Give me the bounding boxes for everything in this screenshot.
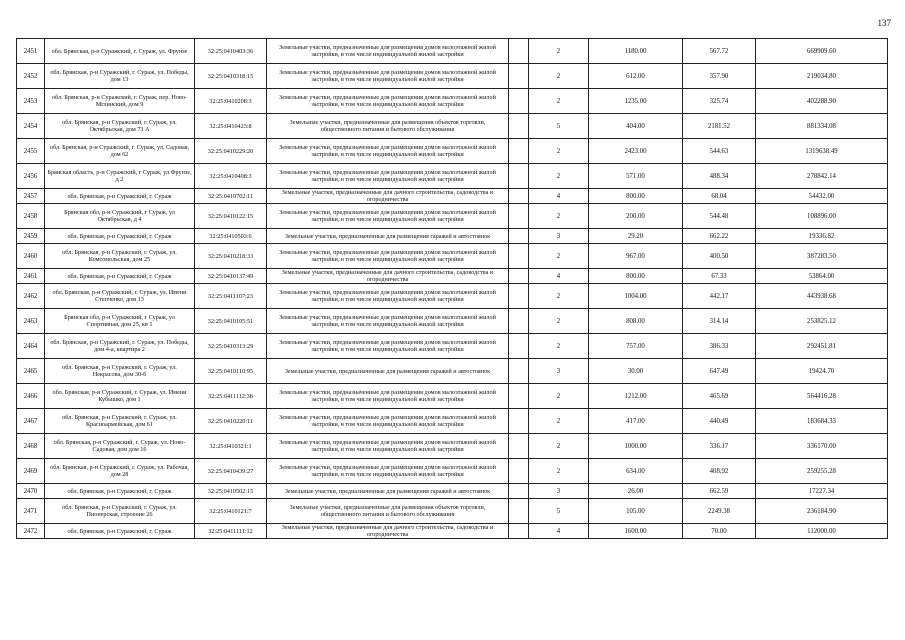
cadastral-value-cell: 183684.33 (756, 409, 888, 434)
cadastral-number-cell: 32:25:0410229:20 (195, 139, 267, 164)
group-cell: 3 (529, 229, 589, 244)
row-number-cell: 2451 (17, 39, 45, 64)
area-cell: 2423.00 (589, 139, 683, 164)
row-number-cell: 2470 (17, 484, 45, 499)
row-number-cell: 2461 (17, 269, 45, 284)
address-cell: Брянская область, р-н Суражский, г Сураж, ул Фрунзе, д 2 (45, 164, 195, 189)
address-cell: обл. Брянская, р-н Суражский, г. Сураж, ул. Имени Степченко, дом 13 (45, 284, 195, 309)
cadastral-value-cell: 1319638.49 (756, 139, 888, 164)
area-cell: 800.00 (589, 189, 683, 204)
group-cell: 3 (529, 359, 589, 384)
rate-cell: 400.50 (683, 244, 756, 269)
row-number-cell: 2458 (17, 204, 45, 229)
area-cell: 1212.00 (589, 384, 683, 409)
cadastral-number-cell: 32:25:0410318:15 (195, 64, 267, 89)
land-purpose-cell: Земельные участки, предназначенные для размещения домов малоэтажной жилой застройки, в том числе индивидуальной жилой застройки (267, 64, 509, 89)
cadastral-number-cell: 32:25:0411107:23 (195, 284, 267, 309)
row-number-cell: 2452 (17, 64, 45, 89)
table-row (17, 334, 888, 359)
area-cell: 30.00 (589, 359, 683, 384)
address-cell: обл. Брянская, р-н Суражский, г. Сураж (45, 484, 195, 499)
cadastral-number-cell: 32:25:0410408:3 (195, 164, 267, 189)
table-row (17, 229, 888, 244)
spacer-cell (509, 459, 529, 484)
cadastral-value-cell: 19336.82 (756, 229, 888, 244)
cadastral-number-cell: 32:25:0410502:15 (195, 484, 267, 499)
area-cell: 26.00 (589, 484, 683, 499)
row-number-cell: 2460 (17, 244, 45, 269)
table-row (17, 434, 888, 459)
row-number-cell: 2463 (17, 309, 45, 334)
land-purpose-cell: Земельные участки, предназначенные для размещения домов малоэтажной жилой застройки, в том числе индивидуальной жилой застройки (267, 334, 509, 359)
address-cell: обл. Брянская, р-н Суражский, г. Сураж (45, 229, 195, 244)
table-row (17, 89, 888, 114)
area-cell: 967.00 (589, 244, 683, 269)
area-cell: 105.00 (589, 499, 683, 524)
area-cell: 634.00 (589, 459, 683, 484)
address-cell: обл. Брянская, р-н Суражский, г. Сураж (45, 524, 195, 539)
rate-cell: 662.59 (683, 484, 756, 499)
address-cell: обл. Брянская, р-н Суражский, г. Сураж (45, 189, 195, 204)
group-cell: 2 (529, 434, 589, 459)
land-purpose-cell: Земельные участки, предназначенные для размещения домов малоэтажной жилой застройки, в том числе индивидуальной жилой застройки (267, 244, 509, 269)
rate-cell: 325.74 (683, 89, 756, 114)
area-cell: 1180.00 (589, 39, 683, 64)
cadastral-number-cell: 32:25:0410122:15 (195, 204, 267, 229)
group-cell: 5 (529, 499, 589, 524)
cadastral-number-cell: 32:25:0410321:1 (195, 434, 267, 459)
address-cell: обл. Брянская, р-н Суражский, г. Сураж, ул. Победы, дом 13 (45, 64, 195, 89)
group-cell: 2 (529, 139, 589, 164)
group-cell: 2 (529, 459, 589, 484)
row-number-cell: 2455 (17, 139, 45, 164)
spacer-cell (509, 284, 529, 309)
rate-cell: 544.48 (683, 204, 756, 229)
address-cell: обл. Брянская, р-н Суражский, г. Сураж, ул. Ново-Садовая, дом дом 16 (45, 434, 195, 459)
cadastral-number-cell: 32:25:0410121:7 (195, 499, 267, 524)
spacer-cell (509, 484, 529, 499)
cadastral-number-cell: 32:25:0410218:33 (195, 244, 267, 269)
address-cell: Брянская обл, р-н Суражский, г Сураж, ул Октябрьская, д 4 (45, 204, 195, 229)
address-cell: обл. Брянская, р-н Суражский, г. Сураж, ул. Рабочая, дом 28 (45, 459, 195, 484)
cadastral-value-cell: 443938.68 (756, 284, 888, 309)
address-cell: обл. Брянская, р-н Суражский, г. Сураж, ул. Октябрьская, дом 73 А (45, 114, 195, 139)
row-number-cell: 2468 (17, 434, 45, 459)
rate-cell: 567.72 (683, 39, 756, 64)
cadastral-value-cell: 292451.81 (756, 334, 888, 359)
spacer-cell (509, 434, 529, 459)
rate-cell: 647.49 (683, 359, 756, 384)
address-cell: обл. Брянская, р-н Суражский, г. Сураж, пер. Ново-Мглинский, дом 9 (45, 89, 195, 114)
land-purpose-cell: Земельные участки, предназначенные для размещения домов малоэтажной жилой застройки, в том числе индивидуальной жилой застройки (267, 284, 509, 309)
cadastral-value-cell: 278842.14 (756, 164, 888, 189)
spacer-cell (509, 384, 529, 409)
group-cell: 2 (529, 334, 589, 359)
row-number-cell: 2471 (17, 499, 45, 524)
table-row (17, 284, 888, 309)
table-row (17, 359, 888, 384)
spacer-cell (509, 204, 529, 229)
rate-cell: 440.49 (683, 409, 756, 434)
table-row (17, 409, 888, 434)
rate-cell: 70.00 (683, 524, 756, 539)
spacer-cell (509, 269, 529, 284)
spacer-cell (509, 89, 529, 114)
cadastral-value-cell: 108896.00 (756, 204, 888, 229)
table-row (17, 459, 888, 484)
land-purpose-cell: Земельные участки, предназначенные для размещения домов малоэтажной жилой застройки, в том числе индивидуальной жилой застройки (267, 139, 509, 164)
spacer-cell (509, 409, 529, 434)
group-cell: 3 (529, 484, 589, 499)
cadastral-value-cell: 387283.50 (756, 244, 888, 269)
spacer-cell (509, 189, 529, 204)
area-cell: 1004.00 (589, 284, 683, 309)
cadastral-value-cell: 259255.28 (756, 459, 888, 484)
rate-cell: 386.33 (683, 334, 756, 359)
rate-cell: 662.22 (683, 229, 756, 244)
spacer-cell (509, 309, 529, 334)
address-cell: обл. Брянская, р-н Суражский, г. Сураж, ул. Комсомольская, дом 25 (45, 244, 195, 269)
rate-cell: 465.69 (683, 384, 756, 409)
group-cell: 2 (529, 384, 589, 409)
rate-cell: 2181.52 (683, 114, 756, 139)
land-purpose-cell: Земельные участки, предназначенные для дачного строительства, садоводства и огородничества (267, 269, 509, 284)
spacer-cell (509, 334, 529, 359)
cadastral-number-cell: 32:25:0410220:11 (195, 409, 267, 434)
area-cell: 1600.00 (589, 524, 683, 539)
group-cell: 2 (529, 64, 589, 89)
group-cell: 2 (529, 89, 589, 114)
land-purpose-cell: Земельные участки, предназначенные для размещения домов малоэтажной жилой застройки, в том числе индивидуальной жилой застройки (267, 309, 509, 334)
table-row (17, 39, 888, 64)
cadastral-value-cell: 17227.34 (756, 484, 888, 499)
row-number-cell: 2457 (17, 189, 45, 204)
rate-cell: 314.14 (683, 309, 756, 334)
spacer-cell (509, 229, 529, 244)
cadastral-value-cell: 219034.80 (756, 64, 888, 89)
spacer-cell (509, 114, 529, 139)
spacer-cell (509, 139, 529, 164)
group-cell: 2 (529, 244, 589, 269)
address-cell: обл. Брянская, р-н Суражский, г. Сураж, ул. Победы, дом 4-а, квартира 2 (45, 334, 195, 359)
cadastral-value-cell: 253825.12 (756, 309, 888, 334)
area-cell: 417.00 (589, 409, 683, 434)
page-number: 137 (877, 18, 891, 28)
spacer-cell (509, 39, 529, 64)
spacer-cell (509, 244, 529, 269)
area-cell: 404.00 (589, 114, 683, 139)
area-cell: 200.00 (589, 204, 683, 229)
rate-cell: 488.34 (683, 164, 756, 189)
table-row (17, 269, 888, 284)
spacer-cell (509, 64, 529, 89)
cadastral-value-cell: 112000.00 (756, 524, 888, 539)
cadastral-number-cell: 32:25:0411112:38 (195, 384, 267, 409)
land-purpose-cell: Земельные участки, предназначенные для размещения домов малоэтажной жилой застройки, в том числе индивидуальной жилой застройки (267, 459, 509, 484)
cadastral-value-cell: 236184.90 (756, 499, 888, 524)
row-number-cell: 2466 (17, 384, 45, 409)
cadastral-value-cell: 564416.28 (756, 384, 888, 409)
cadastral-number-cell: 32:25:0410423:8 (195, 114, 267, 139)
address-cell: обл. Брянская, р-н Суражский, г. Сураж (45, 269, 195, 284)
land-purpose-cell: Земельные участки, предназначенные для размещения гаражей и автостоянок (267, 229, 509, 244)
row-number-cell: 2453 (17, 89, 45, 114)
group-cell: 4 (529, 524, 589, 539)
address-cell: обл. Брянская, р-н Суражский, г. Сураж, ул. Имени Кубышко, дом 1 (45, 384, 195, 409)
rate-cell: 408.92 (683, 459, 756, 484)
address-cell: обл. Брянская, р-н Суражский, г. Сураж, ул. Садовая, дом 62 (45, 139, 195, 164)
row-number-cell: 2467 (17, 409, 45, 434)
land-purpose-cell: Земельные участки, предназначенные для размещения домов малоэтажной жилой застройки, в том числе индивидуальной жилой застройки (267, 39, 509, 64)
land-purpose-cell: Земельные участки, предназначенные для размещения домов малоэтажной жилой застройки, в том числе индивидуальной жилой застройки (267, 164, 509, 189)
land-purpose-cell: Земельные участки, предназначенные для размещения гаражей и автостоянок (267, 359, 509, 384)
land-purpose-cell: Земельные участки, предназначенные для размещения домов малоэтажной жилой застройки, в том числе индивидуальной жилой застройки (267, 409, 509, 434)
cadastral-number-cell: 32:25:0410208:3 (195, 89, 267, 114)
table-row (17, 189, 888, 204)
cadastral-value-cell: 19424.70 (756, 359, 888, 384)
table-row (17, 204, 888, 229)
area-cell: 612.00 (589, 64, 683, 89)
table-row (17, 164, 888, 189)
area-cell: 808.00 (589, 309, 683, 334)
cadastral-number-cell: 32:25:0410702:11 (195, 189, 267, 204)
table-row (17, 484, 888, 499)
row-number-cell: 2454 (17, 114, 45, 139)
group-cell: 2 (529, 39, 589, 64)
area-cell: 29.20 (589, 229, 683, 244)
cadastral-number-cell: 32:25:0410313:29 (195, 334, 267, 359)
land-purpose-cell: Земельные участки, предназначенные для дачного строительства, садоводства и огородничества (267, 524, 509, 539)
row-number-cell: 2456 (17, 164, 45, 189)
land-purpose-cell: Земельные участки, предназначенные для размещения объектов торговли, общественного питания и бытового обслуживания (267, 114, 509, 139)
cadastral-value-cell: 53864.00 (756, 269, 888, 284)
cadastral-value-cell: 54432.00 (756, 189, 888, 204)
land-purpose-cell: Земельные участки, предназначенные для дачного строительства, садоводства и огородничества (267, 189, 509, 204)
address-cell: обл. Брянская, р-н Суражский, г. Сураж, ул. Некрасова, дом 30-б (45, 359, 195, 384)
cadastral-table (16, 38, 888, 539)
cadastral-number-cell: 32:25:0410403:36 (195, 39, 267, 64)
rate-cell: 336.17 (683, 434, 756, 459)
rate-cell: 442.17 (683, 284, 756, 309)
area-cell: 800.00 (589, 269, 683, 284)
table-row (17, 384, 888, 409)
address-cell: обл. Брянская, р-н Суражский, г. Сураж, ул. Пионерская, строение 26 (45, 499, 195, 524)
row-number-cell: 2459 (17, 229, 45, 244)
row-number-cell: 2469 (17, 459, 45, 484)
table-row (17, 244, 888, 269)
land-purpose-cell: Земельные участки, предназначенные для размещения домов малоэтажной жилой застройки, в том числе индивидуальной жилой застройки (267, 89, 509, 114)
table-row (17, 139, 888, 164)
row-number-cell: 2462 (17, 284, 45, 309)
address-cell: обл. Брянская, р-н Суражский, г. Сураж, ул. Красноармейская, дом 61 (45, 409, 195, 434)
rate-cell: 68.04 (683, 189, 756, 204)
group-cell: 2 (529, 204, 589, 229)
area-cell: 1235.00 (589, 89, 683, 114)
group-cell: 5 (529, 114, 589, 139)
cadastral-value-cell: 669909.60 (756, 39, 888, 64)
rate-cell: 67.33 (683, 269, 756, 284)
row-number-cell: 2464 (17, 334, 45, 359)
table-row (17, 499, 888, 524)
area-cell: 571.00 (589, 164, 683, 189)
table-row (17, 64, 888, 89)
group-cell: 2 (529, 309, 589, 334)
cadastral-number-cell: 32:25:0411111:12 (195, 524, 267, 539)
cadastral-number-cell: 32:25:0410105:51 (195, 309, 267, 334)
rate-cell: 2249.38 (683, 499, 756, 524)
group-cell: 2 (529, 284, 589, 309)
land-purpose-cell: Земельные участки, предназначенные для размещения гаражей и автостоянок (267, 484, 509, 499)
land-purpose-cell: Земельные участки, предназначенные для размещения домов малоэтажной жилой застройки, в том числе индивидуальной жилой застройки (267, 384, 509, 409)
address-cell: обл. Брянская, р-н Суражский, г. Сураж, ул. Фрунзе (45, 39, 195, 64)
table-row (17, 524, 888, 539)
cadastral-number-cell: 32:25:0410503:6 (195, 229, 267, 244)
address-cell: Брянская обл, р-н Суражский, г Сураж, ул Спортивная, дом 25, кв 1 (45, 309, 195, 334)
group-cell: 2 (529, 409, 589, 434)
row-number-cell: 2465 (17, 359, 45, 384)
spacer-cell (509, 499, 529, 524)
table-row (17, 309, 888, 334)
row-number-cell: 2472 (17, 524, 45, 539)
table-row (17, 114, 888, 139)
spacer-cell (509, 524, 529, 539)
group-cell: 2 (529, 164, 589, 189)
group-cell: 4 (529, 189, 589, 204)
spacer-cell (509, 359, 529, 384)
cadastral-number-cell: 32:25:0410110:95 (195, 359, 267, 384)
land-purpose-cell: Земельные участки, предназначенные для размещения домов малоэтажной жилой застройки, в том числе индивидуальной жилой застройки (267, 204, 509, 229)
cadastral-number-cell: 32:25:0410137:49 (195, 269, 267, 284)
cadastral-value-cell: 881334.08 (756, 114, 888, 139)
land-purpose-cell: Земельные участки, предназначенные для размещения объектов торговли, общественного питания и бытового обслуживания (267, 499, 509, 524)
spacer-cell (509, 164, 529, 189)
area-cell: 757.00 (589, 334, 683, 359)
land-purpose-cell: Земельные участки, предназначенные для размещения домов малоэтажной жилой застройки, в том числе индивидуальной жилой застройки (267, 434, 509, 459)
rate-cell: 357.90 (683, 64, 756, 89)
cadastral-value-cell: 336170.00 (756, 434, 888, 459)
cadastral-value-cell: 402288.90 (756, 89, 888, 114)
group-cell: 4 (529, 269, 589, 284)
area-cell: 1000.00 (589, 434, 683, 459)
rate-cell: 544.63 (683, 139, 756, 164)
cadastral-number-cell: 32:25:0410439:27 (195, 459, 267, 484)
